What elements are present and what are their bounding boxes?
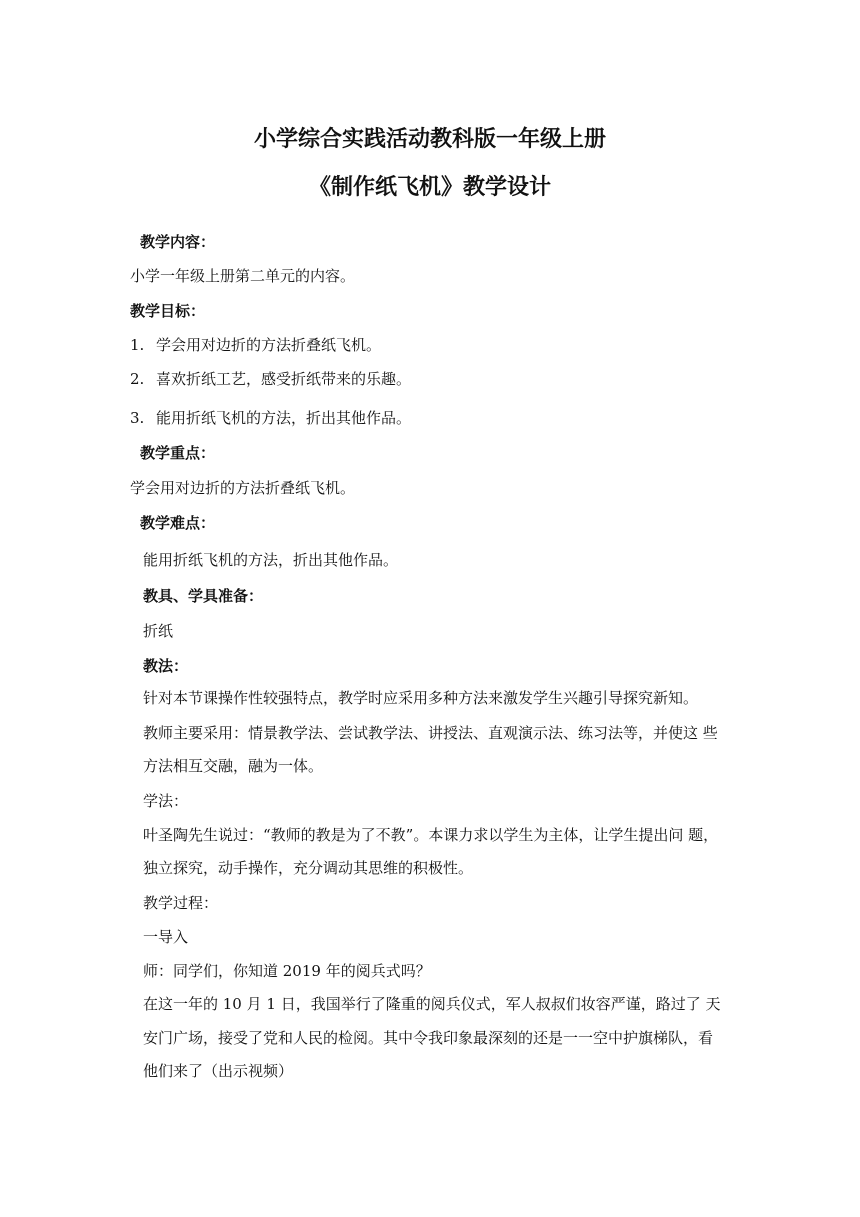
goal-number: 1.	[130, 336, 145, 354]
paragraph-line-1: 在这一年的 10 月 1 日，我国举行了隆重的阅兵仪式，军人叔叔们妆容严谨，路过了 天	[143, 995, 721, 1013]
goal-text: 能用折纸飞机的方法，折出其他作品。	[156, 409, 412, 427]
study-heading: 学法：	[143, 792, 189, 810]
content-heading: 教学内容：	[140, 233, 216, 251]
goal-text: 学会用对边折的方法折叠纸飞机。	[156, 336, 382, 354]
goal-item-3	[130, 408, 411, 428]
key-heading: 教学重点：	[140, 444, 216, 462]
difficulty-heading: 教学难点：	[140, 514, 216, 532]
goal-text: 喜欢折纸工艺，感受折纸带来的乐趣。	[156, 370, 412, 388]
document-title: 小学综合实践活动教科版一年级上册	[253, 127, 606, 152]
goals-heading: 教学目标：	[130, 302, 206, 320]
goal-number: 3.	[130, 409, 145, 427]
document-subtitle: 《制作纸飞机》教学设计	[308, 175, 551, 200]
intro-heading: 一导入	[143, 928, 189, 946]
method-text-line-1: 针对本节课操作性较强特点，教学时应采用多种方法来激发学生兴趣引导探究新知。	[143, 689, 699, 707]
goal-item-1	[130, 335, 381, 355]
goal-number: 2.	[130, 370, 145, 388]
process-heading: 教学过程：	[143, 894, 219, 912]
method-text-line-3: 方法相互交融，融为一体。	[143, 757, 324, 775]
tools-heading: 教具、学具准备：	[143, 587, 264, 605]
tools-text: 折纸	[143, 622, 174, 640]
study-text-line-2: 独立探究，动手操作，充分调动其思维的积极性。	[143, 859, 474, 877]
study-text-line-1: 叶圣陶先生说过：“教师的教是为了不教”。本课力求以学生为主体，让学生提出问 题，	[143, 826, 719, 844]
method-heading: 教法：	[143, 657, 189, 675]
content-text: 小学一年级上册第二单元的内容。	[130, 267, 356, 285]
method-text-line-2: 教师主要采用：情景教学法、尝试教学法、讲授法、直观演示法、练习法等，并使这 些	[143, 724, 718, 742]
teacher-line: 师：同学们，你知道 2019 年的阅兵式吗？	[143, 962, 431, 980]
paragraph-line-2: 安门广场，接受了党和人民的检阅。其中令我印象最深刻的还是一一空中护旗梯队，看	[143, 1029, 714, 1047]
goal-item-2	[130, 369, 411, 389]
key-text: 学会用对边折的方法折叠纸飞机。	[130, 479, 356, 497]
paragraph-line-3: 他们来了（出示视频）	[143, 1062, 294, 1080]
difficulty-text: 能用折纸飞机的方法，折出其他作品。	[143, 551, 399, 569]
